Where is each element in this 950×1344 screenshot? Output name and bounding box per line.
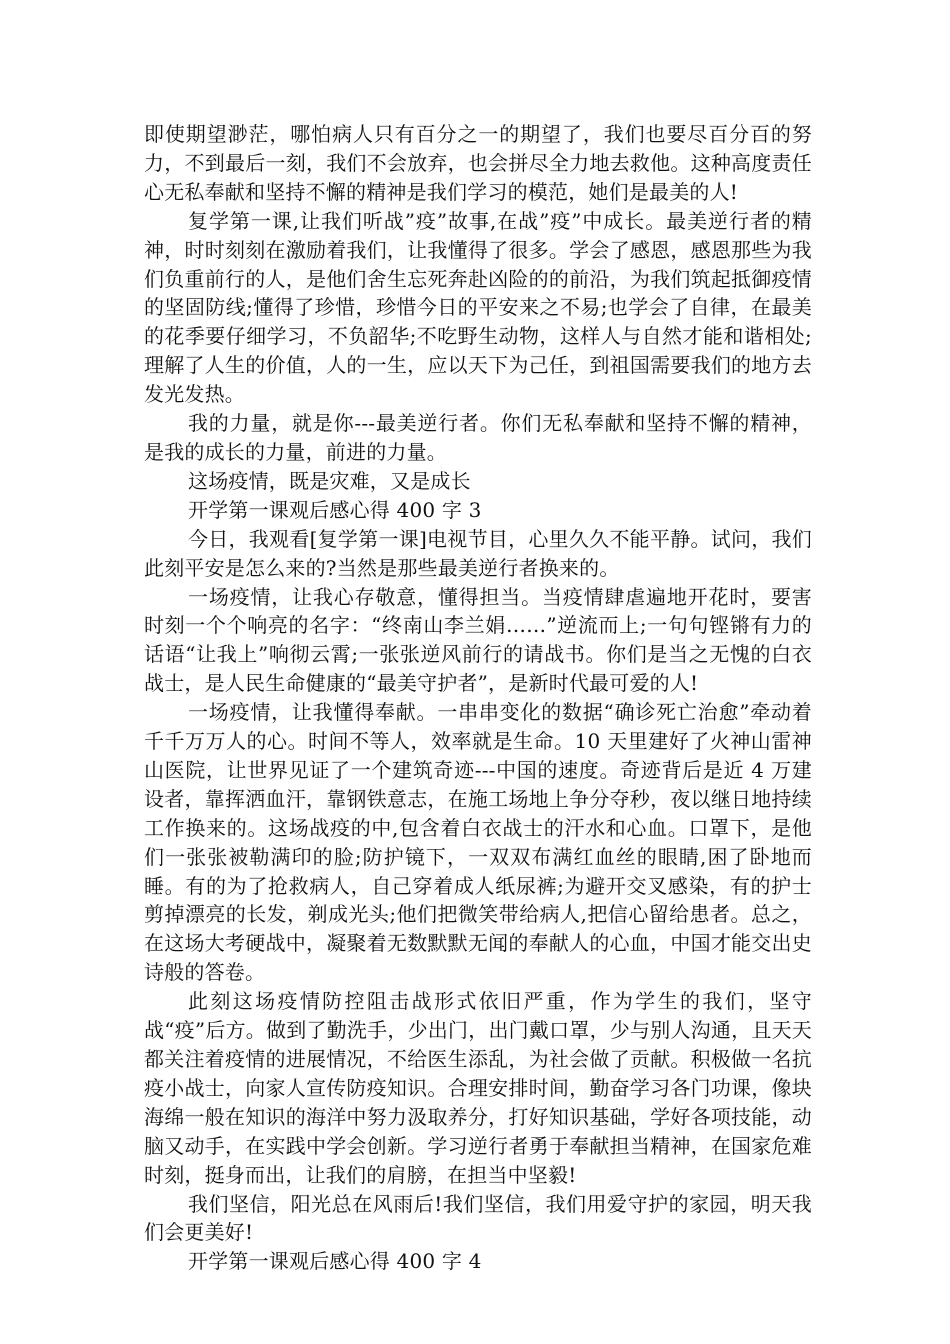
paragraph: 这场疫情，既是灾难，又是成长 (188, 468, 471, 493)
section-heading: 开学第一课观后感心得 400 字 4 (188, 1249, 482, 1274)
paragraph: 复学第一课,让我们听战”疫”故事,在战”疫”中成长。最美逆行者的精神，时时刻刻在激励着我们，让我懂得了很多。学会了感恩，感恩那些为我们负重前行的人，是他们舍生忘死奔赴凶险的的前沿，为我们筑起抵御疫情的坚固防线;懂得了珍惜，珍惜今日的平安来之不易;也学会了自律，在最美的花季要仔细学习，不负韶华;不吃野生动物，这样人与自然才能和谐相处;理解了人生的价值，人的一生，应以天下为己任，到祖国需要我们的地方去发光发热。 (144, 208, 812, 407)
paragraph: 我们坚信，阳光总在风雨后!我们坚信，我们用爱守护的家园，明天我们会更美好! (144, 1191, 812, 1245)
paragraph: 今日，我观看[复学第一课]电视节目，心里久久不能平静。试问，我们此刻平安是怎么来的?当然是那些最美逆行者换来的。 (144, 526, 812, 580)
section-heading: 开学第一课观后感心得 400 字 3 (188, 497, 482, 522)
paragraph: 一场疫情，让我心存敬意，懂得担当。当疫情肆虐遍地开花时，要害时刻一个个响亮的名字：“终南山李兰娟……”逆流而上;一句句铿锵有力的话语“让我上”响彻云霄;一张张逆风前行的请战书。你们是当之无愧的白衣战士，是人民生命健康的“最美守护者”，是新时代最可爱的人! (144, 584, 812, 696)
paragraph: 此刻这场疫情防控阻击战形式依旧严重，作为学生的我们，坚守战“疫”后方。做到了勤洗手，少出门，出门戴口罩，少与别人沟通，且天天都关注着疫情的进展情况，不给医生添乱，为社会做了贡献。积极做一名抗疫小战士，向家人宣传防疫知识。合理安排时间，勤奋学习各门功课，像块海绵一般在知识的海洋中努力汲取养分，打好知识基础，学好各项技能，动脑又动手，在实践中学会创新。学习逆行者勇于奉献担当精神，在国家危难时刻，挺身而出，让我们的肩膀，在担当中坚毅! (144, 989, 812, 1187)
paragraph: 我的力量，就是你---最美逆行者。你们无私奉献和坚持不懈的精神，是我的成长的力量，前进的力量。 (144, 411, 812, 464)
document-body (144, 120, 812, 1276)
paragraph: 一场疫情，让我懂得奉献。一串串变化的数据“确诊死亡治愈”牵动着千千万万人的心。时间不等人，效率就是生命。10 天里建好了火神山雷神山医院，让世界见证了一个建筑奇迹---中国的速度。奇迹背后是近 4 万建设者，靠挥洒血汗，靠钢铁意志，在施工场地上争分夺秒，夜以继日地持续工作换来的。这场战疫的中,包含着白衣战士的汗水和心血。口罩下，是他们一张张被勒满印的脸;防护镜下，一双双布满红血丝的眼睛,困了卧地而睡。有的为了抢救病人，自己穿着成人纸尿裤;为避开交叉感染，有的护士剪掉漂亮的长发，剃成光头;他们把微笑带给病人,把信心留给患者。总之，在这场大考硬战中，凝聚着无数默默无闻的奉献人的心血，中国才能交出史诗般的答卷。 (144, 700, 812, 985)
paragraph: 即使期望渺茫，哪怕病人只有百分之一的期望了，我们也要尽百分百的努力，不到最后一刻，我们不会放弃，也会拼尽全力地去救他。这种高度责任心无私奉献和坚持不懈的精神是我们学习的模范，她们是最美的人! (144, 122, 812, 204)
